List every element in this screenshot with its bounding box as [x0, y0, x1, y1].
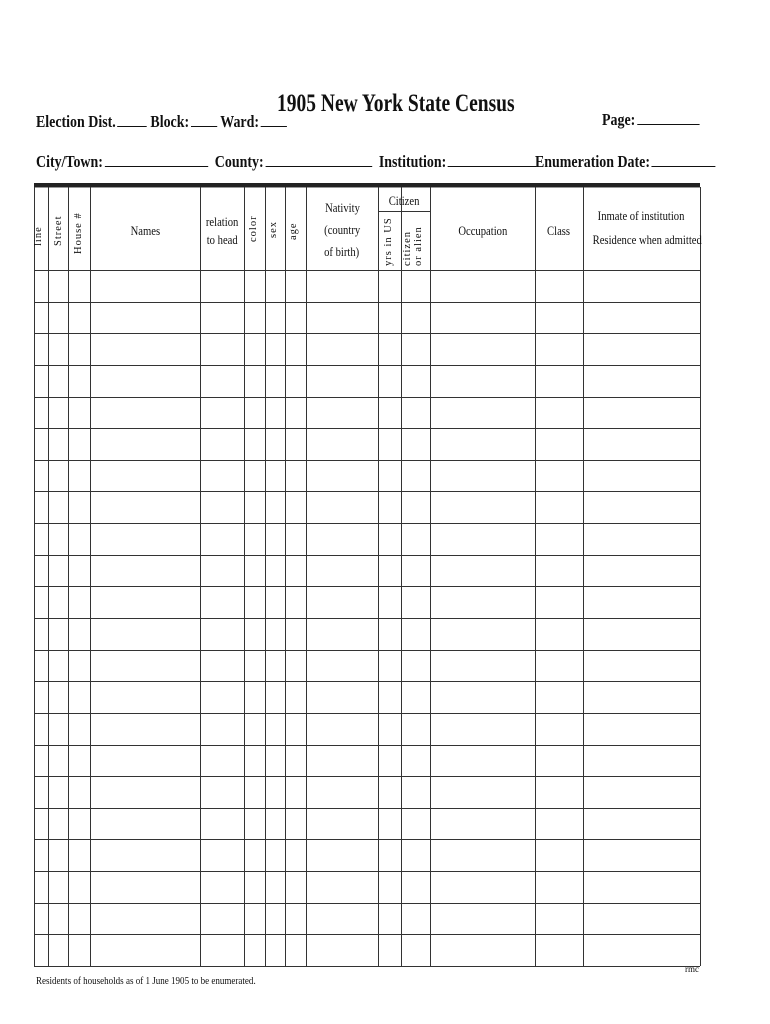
page-field[interactable] [637, 111, 699, 125]
col-header-color: color [248, 215, 259, 242]
col-header-street: Street [53, 215, 64, 246]
table-row[interactable] [34, 745, 700, 777]
county-label: County: [214, 152, 264, 171]
header-row-1 [36, 112, 342, 132]
table-row[interactable] [34, 365, 700, 397]
col-header-inmate: Inmate of institution Residence when admitted [592, 209, 702, 247]
table-row[interactable] [34, 808, 700, 840]
table-row[interactable] [34, 713, 700, 745]
table-row[interactable] [34, 460, 700, 492]
table-row[interactable] [34, 903, 700, 935]
page-title: 1905 New York State Census [277, 90, 515, 117]
col-header-line: line [33, 226, 44, 246]
col-header-yrs-in-us: yrs in US [383, 217, 394, 266]
table-row[interactable] [34, 333, 700, 365]
col-header-occupation: Occupation [458, 224, 507, 238]
table-row[interactable] [34, 650, 700, 682]
col-header-class: Class [547, 224, 571, 238]
city-town-field[interactable] [105, 153, 208, 167]
grid-row-line [34, 966, 700, 967]
table-row[interactable] [34, 681, 700, 713]
footer-note: Residents of households as of 1 June 1905 to be enumerated. [36, 975, 256, 987]
table-row[interactable] [34, 397, 700, 429]
table-row[interactable] [34, 428, 700, 460]
election-dist-label: Election Dist. [36, 112, 116, 131]
table-row[interactable] [34, 839, 700, 871]
table-row[interactable] [34, 491, 700, 523]
page-label: Page: [602, 110, 636, 129]
col-header-sex: sex [268, 221, 279, 238]
ward-field[interactable] [261, 113, 287, 127]
table-row[interactable] [34, 270, 700, 302]
block-field[interactable] [191, 113, 217, 127]
table-row[interactable] [34, 523, 700, 555]
table-row[interactable] [34, 934, 700, 966]
election-dist-field[interactable] [117, 113, 147, 127]
grid-column-line [700, 187, 701, 966]
table-row[interactable] [34, 618, 700, 650]
enumeration-date-field[interactable] [652, 153, 716, 167]
table-row[interactable] [34, 776, 700, 808]
table-row[interactable] [34, 586, 700, 618]
col-header-age: age [288, 222, 299, 240]
county-field[interactable] [265, 153, 372, 167]
form-top-border-inner [34, 187, 700, 188]
block-label: Block: [150, 112, 190, 131]
col-header-house: House # [73, 212, 84, 254]
col-header-relation: relation to head [205, 215, 239, 247]
col-header-citizen-or-alien: citizen or alien [402, 226, 424, 266]
citizen-header-divider [378, 211, 430, 212]
enumeration-date-label: Enumeration Date: [535, 152, 650, 171]
table-row[interactable] [34, 871, 700, 903]
col-header-names: Names [130, 224, 160, 238]
city-town-label: City/Town: [36, 152, 103, 171]
footer-mark: rmc [685, 964, 699, 974]
page-number [602, 110, 721, 130]
ward-label: Ward: [220, 112, 260, 131]
table-row[interactable] [34, 302, 700, 334]
col-header-nativity: Nativity (country of birth) [323, 201, 360, 259]
col-header-citizen: Citizen [388, 194, 420, 208]
enumeration-date [535, 152, 755, 172]
institution-field[interactable] [448, 153, 537, 167]
table-row[interactable] [34, 555, 700, 587]
institution-label: Institution: [378, 152, 447, 171]
